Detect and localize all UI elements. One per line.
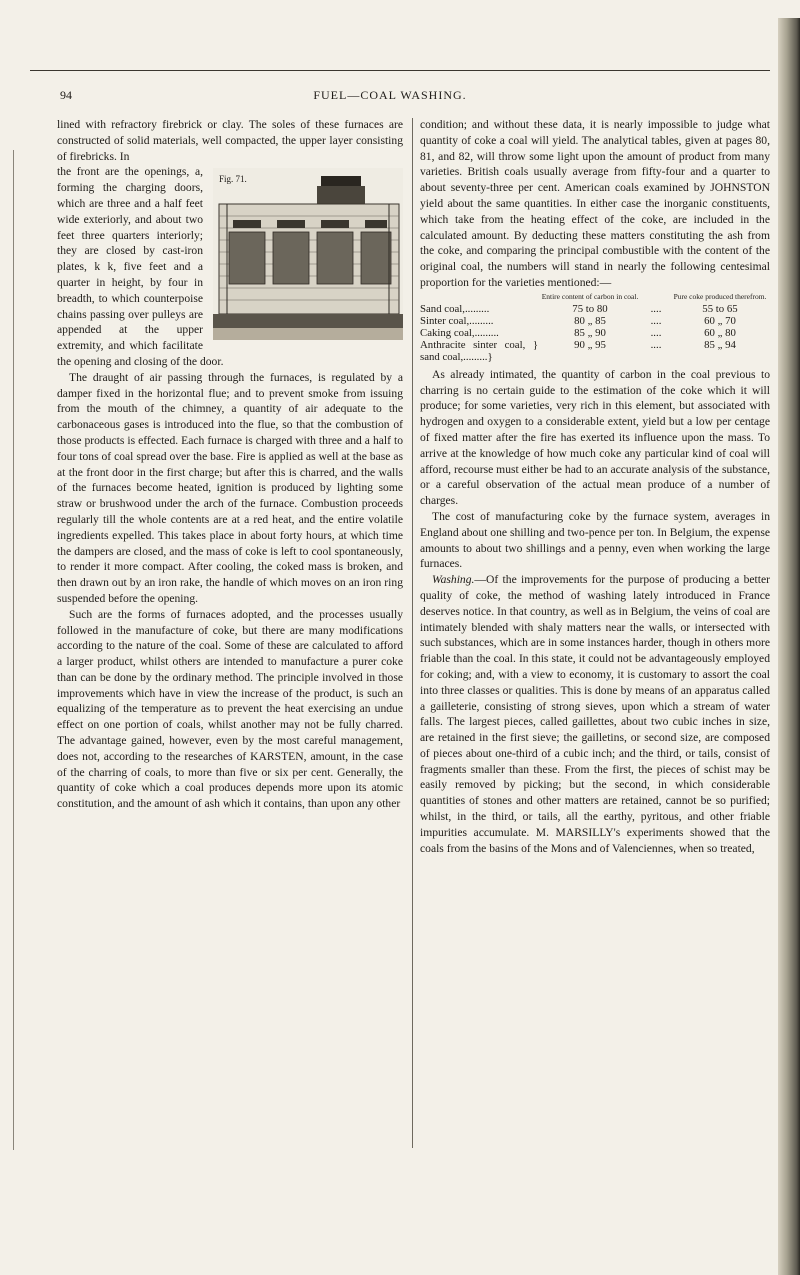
table-blank-header xyxy=(642,293,670,303)
table-row: Sinter coal,......... 80 „ 85 .... 60 „ 70 xyxy=(420,314,736,327)
margin-line xyxy=(13,150,14,1150)
furnace-illustration xyxy=(213,168,403,340)
page-number: 94 xyxy=(60,88,72,102)
right-column xyxy=(420,117,770,856)
table-row: Caking coal,......... 85 „ 90 .... 60 „ 80 xyxy=(420,326,736,339)
table-row: Sand coal,......... 75 to 80 .... 55 to 65 xyxy=(420,302,738,315)
top-rule xyxy=(30,70,770,71)
furnace-figure xyxy=(213,168,403,340)
table-blank-header xyxy=(420,293,538,303)
paragraph: Such are the forms of furnaces adopted, and the processes usually followed in the manufacture of coke, but there are many modifications according to the nature of the coal. Some of these are calculated to afford a larger product, whilst others are intended to manufacture a purer coke than can be done by the ordinary method. The principle involved in those improvements which have in view the increase of the product, is such an equalizing of the temperature as to prevent the heat exercising an undue effect on one portion of coals, whilst another may not be fully charred. The advantage gained, however, even by the most careful management, does not, according to the researches of KARSTEN, amount, in the case of the charring of coals, to more than five or six per cent. Generally, the quantity of coke which a coal produces depends more upon its atomic constitution, and the amount of ash which it contains, than upon any other xyxy=(57,607,403,811)
figure-label: Fig. 71. xyxy=(219,174,247,185)
left-column xyxy=(57,117,403,812)
washing-heading: Washing. xyxy=(432,573,475,587)
paragraph: The draught of air passing through the furnaces, is regulated by a damper fixed in the horizontal flue; and to prevent smoke from issuing from the mouth of the chimney, a quantity of air adequate to the carbonaceous gases is introduced into the flue, so that the combustion of those products is effected. Each furnace is charged with three and a half to four tons of coal spread over the base. Fire is applied as well at the base as at the front door in the first charge; but after this is charred, and the walls of the furnaces become heated, ignition is produced by lighting some straw or brushwood under the arch of the furnace. Combustion proceeds regularly till the whole contents are at a red heat, and the entire volatile ingredients expelled. This takes place in about forty hours, at which time the dampers are closed, and the mass of coke is left to cool spontaneously, to render it more compact. After cooling, the coked mass is broken, and then drawn out by an iron rake, the handle of which moves on an iron ring suspended before the opening. xyxy=(57,370,403,605)
table-header-coke: Pure coke produced therefrom. xyxy=(673,291,767,301)
table-row: Anthracite sinter coal, } sand coal,.........} 90 „ 95 .... 85 „ 94 xyxy=(420,338,736,363)
washing-text: —Of the improvements for the purpose of producing a better quality of coke, the method of washing lately introduced in France deserves notice. In that country, as well as in Belgium, the veins of coal are intimately blended with shaly matters near the walls, or intersected with such substances, which are in some instances harder, though in others more friable than the coal. In this state, it could not be advantageously employed for coking; and, with a view to economy, it is customary to assort the coal into three classes or qualities. This is done by means of an apparatus called a gailleterie, consisting of strong sieves, upon which a stream of water falls. The largest pieces, called gaillettes, about two cubic inches in size, are retained in the first sieve; the gailletins, or second size, are composed of pieces about one-third of a cubic inch; and the third, or tails, consist of fragments smaller than these. From the first, the pieces of schist may be easily removed by picking; but the second, in which considerable quantities of stones and other matters are retained, cannot be so purified; whilst, in the third, or tails, all the earthy, pyritous, and other friable impurities accumulate. M. MARSILLY's experiments showed that the coals from the basins of the Mons and of Valenciennes, when so treated, xyxy=(420,573,770,855)
paragraph: lined with refractory firebrick or clay. The soles of these furnaces are constructed of solid materials, well compacted, the upper layer consisting of firebricks. In xyxy=(57,118,403,163)
paragraph: As already intimated, the quantity of carbon in the coal previous to charring is no certain guide to the estimation of the coke which it will produce; for some varieties, very rich in this element, but associated with hydrogen and oxygen to a considerable extent, yield but a low per centage of fixed matter after the fire has exerted its influence upon the mass. To arrive at the knowledge of how much coke any particular kind of coal will afford, recourse must either be had to an accurate analysis of the substance, or a careful observation of the actual mean produce of a number of charges. xyxy=(420,367,770,508)
paragraph: the front are the openings, a, forming the charging doors, which are three and a half feet wide exteriorly, and about two feet three quarters interiorly; they are closed by cast-iron plates, k k, five feet and a quarter in height, by four in breadth, to which counterpoise chains passing over pulleys are appended at the upper extremity, and which facilitate the opening and closing of the door. xyxy=(57,165,224,368)
paragraph: condition; and without these data, it is nearly impossible to judge what quantity of coke a coal will yield. The analytical tables, given at pages 80, 81, and 82, will throw some light upon the amount of product from many varieties. British coals usually average from fifty-four and a quarter to about seventy-three per cent. American coals examined by JOHNSTON yield about the same quantities. In either case the inorganic constituents, which take from the heating effect of the coke, are included in the calculated amount. By deducting these matters constituting the ash from the coke, and comparing the principal combustible with the content of the original coal, the numbers will stand in nearly the following centesimal proportion for the varieties mentioned:— xyxy=(420,118,770,289)
running-head: FUEL—COAL WASHING. xyxy=(313,88,467,102)
washing-paragraph xyxy=(420,572,770,856)
paragraph: The cost of manufacturing coke by the furnace system, averages in England about one shilling and two-pence per ton. In Belgium, the expense amounts to about two shillings and a penny, even when working the large furnaces. xyxy=(420,509,770,571)
page-edge-shadow xyxy=(778,18,800,1275)
column-divider xyxy=(412,118,413,1148)
table-header-carbon: Entire content of carbon in coal. xyxy=(541,291,639,301)
coke-yield-table xyxy=(420,293,770,363)
page-header xyxy=(0,88,780,108)
